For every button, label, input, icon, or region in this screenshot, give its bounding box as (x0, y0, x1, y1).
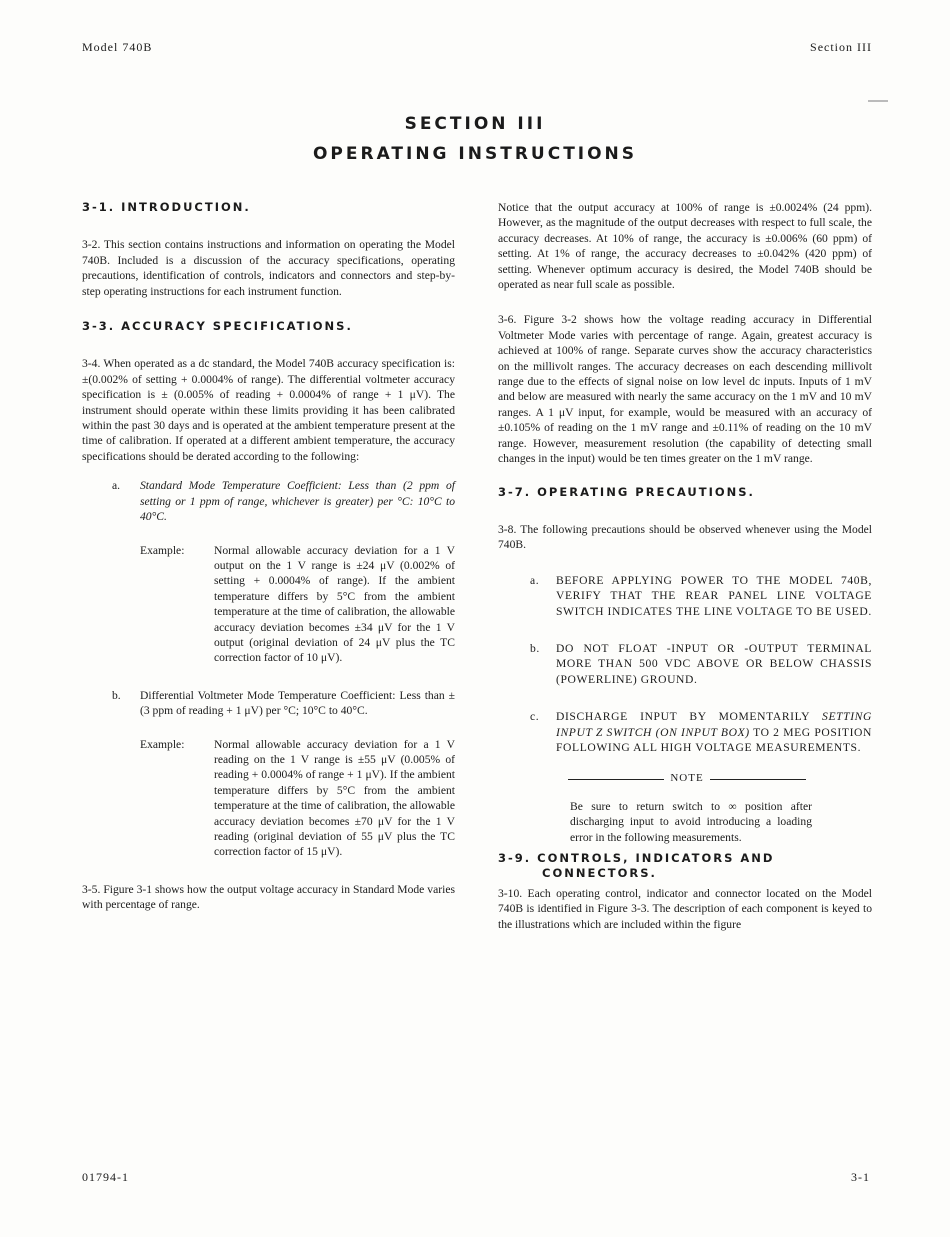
precaution-b-text: DO NOT FLOAT -INPUT OR -OUTPUT TERMINAL MORE THAN 500 VDC ABOVE OR BELOW CHASSIS (POWERLINE) GROUND. (556, 641, 872, 686)
paragraph-3-6: 3-6. Figure 3-2 shows how the voltage reading accuracy in Differential Voltmeter Mode varies with percentage of range. Again, greatest accuracy is achieved at 100% of range. Separate curves show the accuracy characteristics on the millivolt ranges. The accuracy decreases on each descending millivolt range due to the effects of signal noise on low level dc inputs. Inputs of 1 mV and below are measured with nearly the same accuracy on the 1 mV and 10 mV ranges. A 1 μV input, for example, would be measured with an accuracy of ±0.105% of reading on the 1 mV range and ±0.11% of reading on the 10 mV range. However, measurement resolution (the capability of detecting small changes in the input) would be ten times greater on the 1 mV range. (498, 313, 872, 466)
example-a (82, 543, 455, 666)
paragraph-3-5: 3-5. Figure 3-1 shows how the output voltage accuracy in Standard Mode varies with percentage of range. (82, 882, 455, 912)
heading-accuracy-specifications: 3-3. ACCURACY SPECIFICATIONS. (82, 319, 353, 334)
example-b (82, 737, 455, 860)
paragraph-notice: Notice that the output accuracy at 100% of range is ±0.0024% (24 ppm). However, as the magnitude of the output decreases with respect to full scale, the accuracy decreases. At 10% of range, the accuracy is ±0.006% (60 ppm) of setting. At 1% of range, the accuracy decreases to ±0.042% (420 ppm) of setting. Whenever optimum accuracy is desired, the Model 740B should be operated as near full scale as possible. (498, 201, 872, 292)
spec-item-b (82, 688, 455, 719)
precaution-c-label: c. (530, 710, 540, 724)
note-rule-right (710, 779, 806, 780)
example-b-text: Normal allowable accuracy deviation for a 1 V reading on the 1 V range is ±55 μV (0.005% of reading + 0.0004% of range + 1 μV). If the ambient temperature differs by 5°C from the ambient temperature at the time of calibration, the allowable accuracy deviation becomes ±70 μV for the 1 V reading (original deviation of 55 μV plus the TC correction factor of 15 μV). (214, 737, 455, 859)
precaution-b (498, 641, 872, 687)
header-model: Model 740B (82, 40, 153, 54)
precaution-c (498, 709, 872, 755)
precaution-c-text (556, 709, 872, 755)
left-column (82, 200, 455, 913)
spec-item-a (82, 478, 455, 524)
precaution-c-text-2: TO 2 MEG POSITION FOLLOWING ALL HIGH VOLTAGE MEASUREMENTS. (556, 725, 872, 754)
precaution-b-label: b. (530, 641, 540, 655)
precaution-a (498, 573, 872, 619)
note-divider (568, 771, 806, 786)
note-rule-left (568, 779, 664, 780)
heading-introduction: 3-1. INTRODUCTION. (82, 200, 251, 214)
paragraph-3-4: 3-4. When operated as a dc standard, the Model 740B accuracy specification is: ±(0.002% of setting + 0.0004% of range). The differential voltmeter accuracy specification is ± (0.005% of reading + 0.0004% of range + 1 μV). The instrument should operate within these limits providing it has been calibrated within the past 30 days and is operated at the ambient temperature present at the time of calibration. If operated at a different ambient temperature, the accuracy specifications should be derated according to the following: (82, 357, 455, 463)
precaution-c-text-italic: SETTING INPUT Z SWITCH (ON INPUT BOX) (556, 710, 872, 739)
precaution-c-text-1: DISCHARGE INPUT BY MOMENTARILY (556, 710, 823, 724)
heading-controls-1: 3-9. CONTROLS, INDICATORS AND (498, 851, 775, 865)
spec-item-b-text: Differential Voltmeter Mode Temperature Coefficient: Less than ± (3 ppm of reading + 1 μV) per °C; 10°C to 40°C. (140, 688, 455, 718)
example-a-text: Normal allowable accuracy deviation for a 1 V output on the 1 V range is ±24 μV (0.002% of setting + 0.0004% of range). If the ambient temperature differs by 5°C from the ambient temperature at the time of calibration, the allowable accuracy deviation becomes ±34 μV for the 1 V output (original deviation of 24 μV plus the TC correction factor of 10 μV). (214, 543, 455, 665)
spec-item-a-label: a. (112, 479, 121, 493)
precaution-a-label: a. (530, 573, 540, 587)
note-label: NOTE (670, 772, 704, 785)
heading-operating-precautions: 3-7. OPERATING PRECAUTIONS. (498, 484, 755, 499)
spec-item-a-text: Standard Mode Temperature Coefficient: Less than (2 ppm of setting or 1 ppm of range, whichever is greater) per °C: 10°C to 40°C. (140, 479, 455, 524)
section-subtitle: OPERATING INSTRUCTIONS (312, 144, 638, 164)
note-text: Be sure to return switch to ∞ position after discharging input to avoid introducing a loading error in the following measurements. (570, 799, 812, 844)
paragraph-3-10: 3-10. Each operating control, indicator and connector located on the Model 740B is identified in Figure 3-3. The description of each component is keyed to the illustrations which are included within the figure (498, 886, 872, 931)
right-column (498, 200, 872, 932)
heading-controls-2: CONNECTORS. (542, 866, 657, 881)
footer-page-number: 3-1 (851, 1170, 870, 1184)
scan-mark (868, 100, 888, 102)
example-a-label: Example: (140, 543, 185, 557)
example-b-label: Example: (140, 737, 185, 751)
header-section: Section III (810, 40, 872, 54)
spec-item-b-label: b. (112, 688, 121, 702)
precaution-a-text: BEFORE APPLYING POWER TO THE MODEL 740B, VERIFY THAT THE REAR PANEL LINE VOLTAGE SWITCH INDICATES THE LINE VOLTAGE TO BE USED. (556, 573, 872, 618)
footer-doc-number: 01794-1 (82, 1170, 129, 1184)
paragraph-3-8: 3-8. The following precautions should be observed whenever using the Model 740B. (498, 522, 872, 552)
paragraph-3-2: 3-2. This section contains instructions and information on operating the Model 740B. Included is a discussion of the accuracy specifications, operating precautions, identification of controls, indicators and connectors and step-by-step operating instructions for each instrument function. (82, 238, 455, 298)
section-title: SECTION III (404, 114, 546, 134)
